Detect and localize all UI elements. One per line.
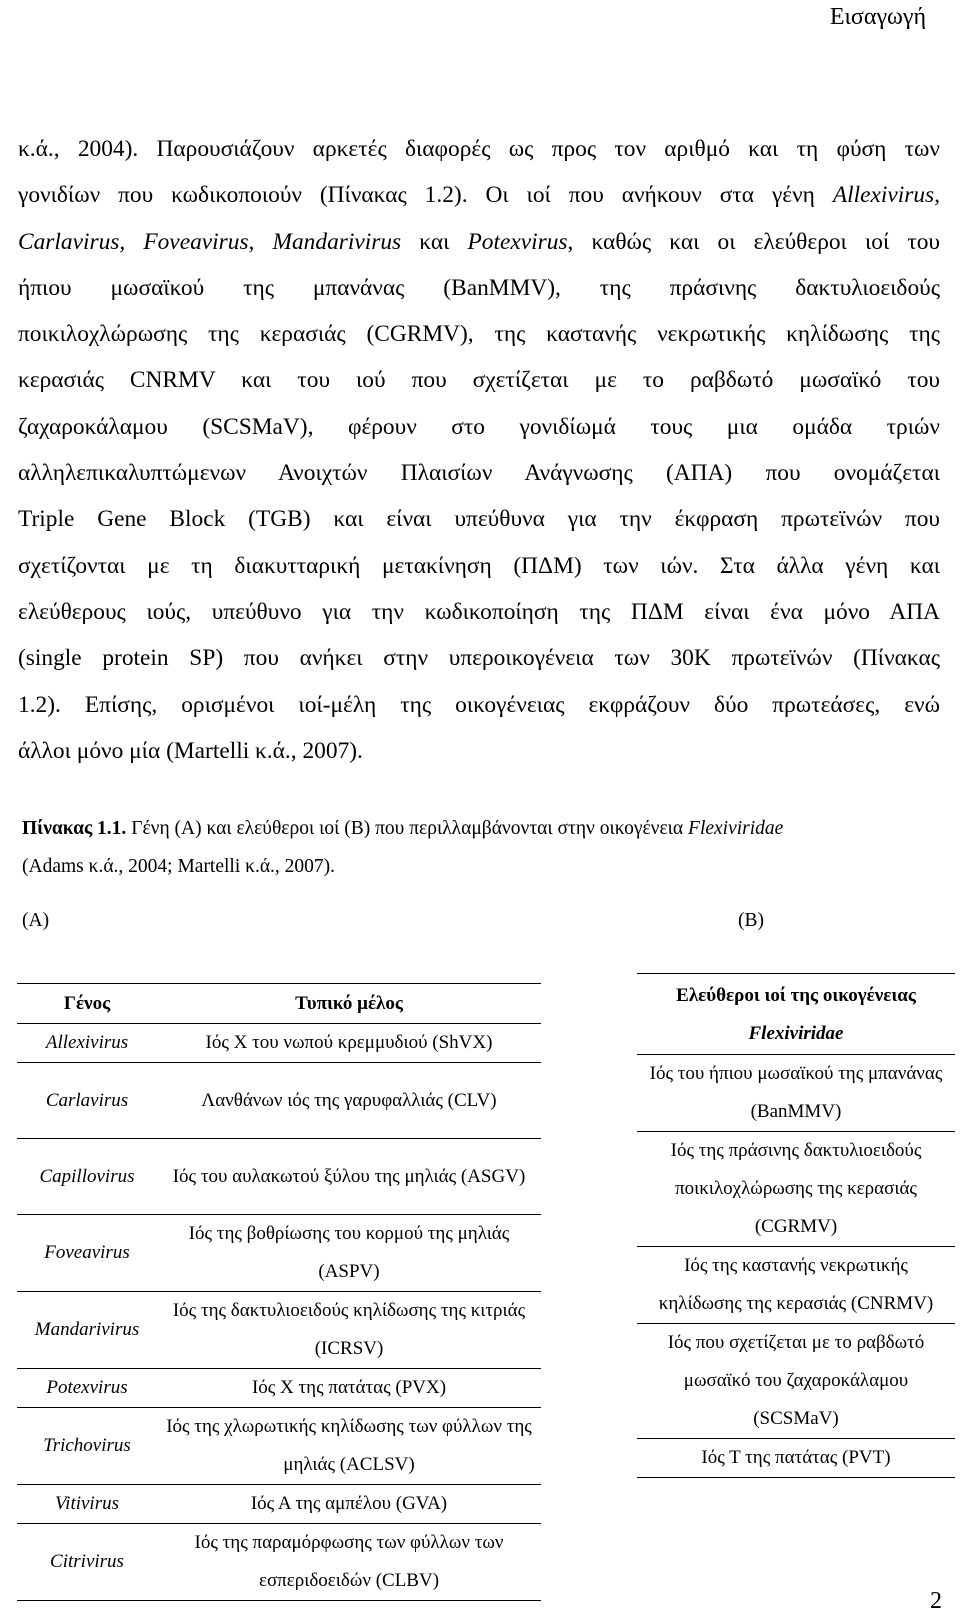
paragraph-line: ποικιλοχλώρωσης της κερασιάς (CGRMV), της καστανής νεκρωτικής κηλίδωσης της (18, 321, 940, 348)
free-virus-cell: Ιός που σχετίζεται με το ραβδωτό μωσαϊκό του ζαχαροκάλαμου (SCSMaV) (667, 1332, 925, 1429)
paragraph-line: ήπιου μωσαϊκού της μπανάνας (BanMMV), της πράσινης δακτυλιοειδούς (18, 274, 940, 301)
table-a-label: (A) (22, 910, 50, 931)
table-row (17, 1139, 541, 1215)
member-cell: Ιός της βοθρίωσης του κορμού της μηλιάς (ASPV) (188, 1223, 510, 1282)
table-header-row (17, 984, 541, 1024)
paragraph-line: αλληλεπικαλυπτώμενων Ανοιχτών Πλαισίων Ανάγνωσης (ΑΠΑ) που ονομάζεται (18, 460, 940, 487)
genus-cell: Foveavirus (44, 1242, 130, 1263)
paragraph-line: κ.ά., 2004). Παρουσιάζουν αρκετές διαφορές ως προς τον αριθμό και τη φύση των (18, 136, 940, 162)
page-number: 2 (930, 1588, 942, 1614)
genus-cell: Mandarivirus (34, 1319, 140, 1340)
column-header-member: Τυπικό μέλος (295, 992, 403, 1014)
paragraph-line: ζαχαροκάλαμου (SCSMaV), φέρουν στο γονιδίωμά τους μια ομάδα τριών (18, 413, 940, 440)
table-row (637, 1247, 955, 1324)
caption-text: Γένη (Α) και ελεύθεροι ιοί (Β) που περιλλαμβάνονται στην οικογένεια (126, 818, 689, 839)
paragraph-line: Triple Gene Block (TGB) και είναι υπεύθυνα για την έκφραση πρωτεϊνών που (18, 506, 940, 533)
genus-cell: Citrivirus (50, 1551, 124, 1572)
genus-cell: Trichovirus (43, 1435, 131, 1456)
table-row (637, 1132, 955, 1247)
table-row (17, 1215, 541, 1292)
genera-table (17, 983, 541, 1601)
paragraph-line: Carlavirus, Foveavirus, Mandarivirus και Potexvirus, καθώς και οι ελεύθεροι ιοί του (18, 228, 941, 255)
free-virus-cell: Ιός της πράσινης δακτυλιοειδούς ποικιλοχλώρωσης της κερασιάς (CGRMV) (670, 1140, 922, 1237)
member-cell: Ιός του αυλακωτού ξύλου της μηλιάς (ASGV) (172, 1165, 526, 1187)
member-cell: Ιός της χλωρωτικής κηλίδωσης των φύλλων της μηλιάς (ACLSV) (166, 1416, 532, 1475)
table-b-label: (B) (738, 910, 764, 931)
free-viruses-table (637, 973, 955, 1478)
member-cell: Ιός της δακτυλιοειδούς κηλίδωσης της κιτριάς (ICRSV) (172, 1300, 526, 1359)
paragraph-line: (single protein SP) που ανήκει στην υπεροικογένεια των 30Κ πρωτεϊνών (Πίνακας (18, 645, 940, 672)
table-row (17, 1369, 541, 1408)
running-header: Εισαγωγή (829, 4, 926, 30)
genus-cell: Allexivirus (45, 1032, 129, 1053)
paragraph-line: σχετίζονται με τη διακυτταρική μετακίνηση (ΠΔΜ) των ιών. Στα άλλα γένη και (18, 552, 940, 579)
paragraph-line: ελεύθερους ιούς, υπεύθυνο για την κωδικοποίηση της ΠΔΜ είναι ένα μόνο ΑΠΑ (18, 598, 940, 625)
genus-cell: Potexvirus (46, 1377, 128, 1398)
caption-family: Flexiviridae (688, 818, 784, 839)
table-header-row (637, 974, 955, 1055)
table-row (17, 1292, 541, 1369)
free-virus-cell: Ιός της καστανής νεκρωτικής κηλίδωσης της κερασιάς (CNRMV) (658, 1255, 934, 1314)
column-header-free-viruses: Ελεύθεροι ιοί της οικογένειας Flexiviridae (676, 985, 916, 1044)
member-cell: Ιός Χ της πατάτας (PVX) (251, 1377, 447, 1398)
table-row (17, 1063, 541, 1139)
member-cell: Ιός Χ του νωπού κρεμμυδιού (ShVX) (205, 1032, 493, 1053)
body-paragraph (18, 126, 940, 774)
table-caption (22, 810, 940, 886)
paragraph-line: γονιδίων που κωδικοποιούν (Πίνακας 1.2). Οι ιοί που ανήκουν στα γένη Allexivirus, (18, 182, 940, 209)
genus-cell: Vitivirus (54, 1493, 120, 1514)
table-row (637, 1439, 955, 1478)
table-row (17, 1524, 541, 1601)
free-virus-cell: Ιός Τ της πατάτας (PVT) (701, 1447, 891, 1468)
table-row (17, 1408, 541, 1485)
table-row (17, 1485, 541, 1524)
member-cell: Ιός Α της αμπέλου (GVA) (250, 1493, 448, 1514)
table-row (637, 1055, 955, 1132)
paragraph-line: 1.2). Επίσης, ορισμένοι ιοί-μέλη της οικογένειας εκφράζουν δύο πρωτεάσες, ενώ (18, 691, 940, 718)
free-virus-cell: Ιός του ήπιου μωσαϊκού της μπανάνας (BanMMV) (649, 1063, 943, 1122)
member-cell: Λανθάνων ιός της γαρυφαλλιάς (CLV) (201, 1089, 497, 1111)
column-header-genus: Γένος (63, 992, 111, 1014)
genus-cell: Carlavirus (45, 1089, 129, 1111)
genus-cell: Capillovirus (39, 1165, 135, 1187)
paragraph-line: κερασιάς CNRMV και του ιού που σχετίζεται με το ραβδωτό μωσαϊκό του (18, 367, 940, 394)
table-row (637, 1324, 955, 1439)
table-row (17, 1024, 541, 1063)
caption-refs: (Adams κ.ά., 2004; Martelli κ.ά., 2007). (22, 856, 336, 877)
caption-label: Πίνακας 1.1. (22, 818, 127, 839)
member-cell: Ιός της παραμόρφωσης των φύλλων των εσπεριδοειδών (CLBV) (194, 1532, 504, 1591)
paragraph-line: άλλοι μόνο μία (Martelli κ.ά., 2007). (18, 737, 363, 764)
